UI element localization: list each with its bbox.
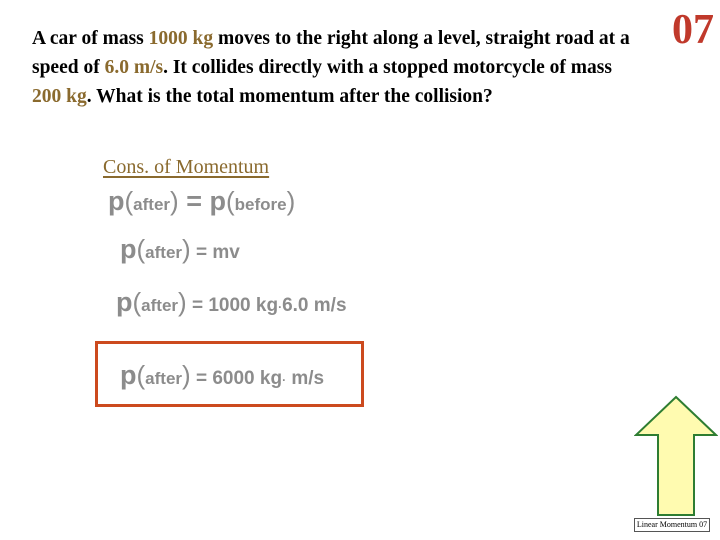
eq-subscript: after <box>145 369 183 388</box>
eq-rhs-2: 6.0 m/s <box>282 295 347 316</box>
eq-subscript: after <box>141 296 179 315</box>
eq-paren-close: ) <box>170 186 179 216</box>
eq-symbol: p <box>120 234 137 264</box>
equation-substitution <box>116 287 347 318</box>
topic-heading: Cons. of Momentum <box>103 156 270 178</box>
problem-text-4: . What is the total momentum after the collision? <box>86 86 493 107</box>
eq-paren-close: ) <box>182 234 191 264</box>
eq-paren-open: ( <box>132 287 142 317</box>
eq-rhs: = 6000 kg <box>190 368 283 389</box>
car-mass-value: 1000 kg <box>148 28 214 49</box>
eq-multiply-dot: · <box>278 299 283 314</box>
eq-paren-open: ( <box>124 186 134 216</box>
slide-number: 07 <box>672 7 714 53</box>
eq-paren-open: ( <box>136 360 146 390</box>
eq-subscript: after <box>133 195 171 214</box>
eq-rhs-2: m/s <box>286 368 325 389</box>
equation-momentum-definition <box>120 234 240 265</box>
eq-paren-close-2: ) <box>286 186 296 216</box>
eq-subscript: after <box>145 243 183 262</box>
eq-rhs: = p <box>178 186 226 216</box>
problem-text-2: moves to the right along a level, straight road at a speed of <box>32 28 630 78</box>
eq-paren-close: ) <box>182 360 191 390</box>
eq-symbol: p <box>108 186 125 216</box>
eq-symbol: p <box>120 360 137 390</box>
eq-symbol: p <box>116 287 133 317</box>
up-arrow-icon[interactable] <box>634 395 718 517</box>
eq-paren-open-2: ( <box>225 186 235 216</box>
eq-rhs: = 1000 kg <box>186 295 279 316</box>
eq-rhs: = mv <box>190 242 240 263</box>
eq-subscript-2: before <box>234 195 287 214</box>
equation-conservation <box>108 186 295 217</box>
eq-paren-close: ) <box>178 287 187 317</box>
eq-multiply-dot: · <box>282 372 287 387</box>
motorcycle-mass-value: 200 kg <box>32 86 87 107</box>
problem-statement <box>32 24 632 111</box>
eq-paren-open: ( <box>136 234 146 264</box>
footer-label: Linear Momentum 07 <box>634 518 710 532</box>
problem-text-1: A car of mass <box>32 28 149 49</box>
problem-text-3: . It collides directly with a stopped motorcycle of mass <box>163 57 612 78</box>
equation-answer <box>120 360 324 391</box>
speed-value: 6.0 m/s <box>104 57 164 78</box>
